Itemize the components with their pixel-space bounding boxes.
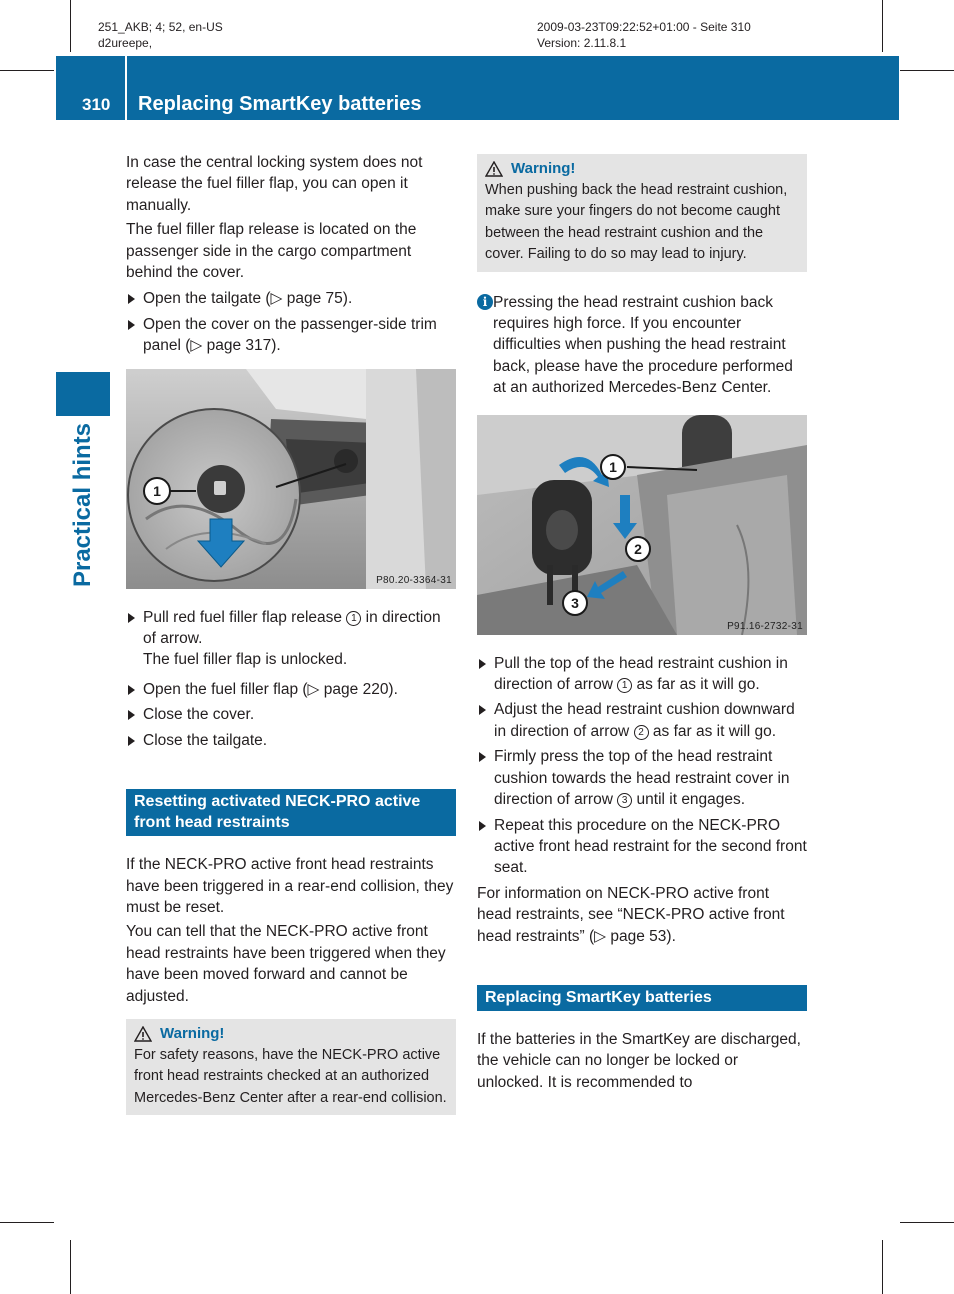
paragraph: The fuel filler flap release is located on the passenger side in the cargo compartment behind the cover.: [126, 221, 417, 282]
warning-box: [477, 154, 807, 272]
step-item: [126, 314, 456, 357]
warning-heading: [485, 158, 799, 180]
paragraph: For information on NECK-PRO active front head restraints, see “NECK-PRO active front head restraints” (▷ page 53).: [477, 884, 785, 945]
step-text: Pull red fuel filler flap release: [143, 608, 343, 626]
step-item: [126, 704, 456, 725]
step-text: Pull the top of the head restraint cushion in direction of arrow: [494, 654, 788, 694]
print-meta-right: [537, 19, 751, 51]
head-restraint-illustration: [477, 415, 807, 635]
fuel-flap-illustration: [126, 369, 456, 589]
warning-title: Warning!: [511, 160, 576, 177]
figure-callout-2: 2: [634, 540, 642, 557]
meta-line: 251_AKB; 4; 52, en-US: [98, 20, 223, 34]
step-text: Close the tailgate.: [143, 731, 268, 749]
figure-callout-3: 3: [571, 594, 579, 611]
warning-triangle-icon: [485, 161, 503, 177]
info-note: [477, 292, 807, 399]
step-result: The fuel filler flap is unlocked.: [143, 651, 348, 669]
step-item: [477, 653, 807, 696]
step-item: [477, 746, 807, 810]
step-text: Close the cover.: [143, 706, 255, 724]
figure-callout-1: 1: [153, 482, 161, 499]
side-tab-marker: [56, 372, 110, 416]
step-arrow-icon: [128, 320, 135, 330]
step-text: until it engages.: [636, 791, 746, 809]
left-column: [126, 152, 456, 1115]
step-arrow-icon: [128, 294, 135, 304]
step-arrow-icon: [479, 659, 486, 669]
warning-text: For safety reasons, have the NECK-PRO active front head restraints checked at an authorized Mercedes-Benz Center after a rear-end collision.: [134, 1046, 447, 1106]
warning-box: [126, 1019, 456, 1115]
step-arrow-icon: [128, 710, 135, 720]
step-text: as far as it will go.: [636, 676, 760, 694]
paragraph: If the batteries in the SmartKey are discharged, the vehicle can no longer be locked or unlocked. It is recommended to: [477, 1030, 801, 1091]
meta-line: 2009-03-23T09:22:52+01:00 - Seite 310: [537, 20, 751, 34]
crop-mark: [900, 70, 954, 71]
print-meta-left: [98, 19, 223, 51]
paragraph: In case the central locking system does not release the fuel filler flap, you can open it manually.: [126, 154, 423, 214]
meta-line: d2ureepe,: [98, 36, 153, 50]
step-arrow-icon: [479, 705, 486, 715]
step-text: Open the tailgate (▷ page 75).: [143, 290, 353, 308]
figure-head-restraint: [477, 415, 807, 635]
header-divider: [125, 56, 127, 120]
crop-mark: [70, 0, 71, 52]
step-arrow-icon: [128, 685, 135, 695]
figure-code: P80.20-3364-31: [376, 574, 452, 586]
step-item: [477, 699, 807, 742]
step-item: [126, 679, 456, 700]
callout-number: 3: [617, 793, 632, 808]
crop-mark: [0, 1222, 54, 1223]
figure-code: P91.16-2732-31: [727, 620, 803, 632]
crop-mark: [0, 70, 54, 71]
step-text: Repeat this procedure on the NECK-PRO active front head restraint for the second front seat.: [494, 816, 807, 877]
right-column: [477, 154, 807, 1096]
step-arrow-icon: [479, 821, 486, 831]
section-heading: Replacing SmartKey batteries: [477, 985, 807, 1011]
crop-mark: [70, 1240, 71, 1294]
step-item: [126, 288, 456, 309]
side-tab-label: [60, 420, 106, 590]
callout-number: 1: [346, 611, 361, 626]
info-text: Pressing the head restraint cushion back requires high force. If you encounter difficulties when pushing the head restraint back, please have the procedure performed at an authorized Mercedes-Benz Center.: [493, 293, 793, 397]
page-number: 310: [82, 95, 111, 114]
step-item: [477, 815, 807, 879]
warning-text: When pushing back the head restraint cushion, make sure your fingers do not become caught between the head restraint cushion and the cover. Failing to do so may lead to injury.: [485, 182, 788, 263]
section-heading: Resetting activated NECK-PRO active front head restraints: [126, 789, 456, 836]
step-item: [126, 607, 456, 650]
warning-triangle-icon: [134, 1026, 152, 1042]
step-text: in direction of arrow.: [143, 608, 441, 648]
step-text: Open the cover on the passenger-side trim panel (▷ page 317).: [143, 315, 437, 355]
crop-mark: [882, 1240, 883, 1294]
step-arrow-icon: [479, 752, 486, 762]
warning-title: Warning!: [160, 1024, 225, 1042]
figure-callout-1: 1: [609, 458, 617, 475]
step-text: Firmly press the top of the head restraint cushion towards the head restraint cover in direction of arrow: [494, 748, 790, 809]
paragraph: You can tell that the NECK-PRO active front head restraints have been triggered when they have been moved forward and cannot be adjusted.: [126, 923, 446, 1005]
crop-mark: [882, 0, 883, 52]
step-text: Adjust the head restraint cushion downward in direction of arrow: [494, 701, 795, 740]
step-text: Open the fuel filler flap (▷ page 220).: [143, 680, 398, 698]
page-title: Replacing SmartKey batteries: [138, 93, 422, 115]
step-item: [126, 730, 456, 751]
info-icon: i: [477, 294, 493, 310]
figure-fuel-flap-release: [126, 369, 456, 589]
callout-number: 2: [634, 725, 649, 740]
callout-number: 1: [617, 678, 632, 693]
step-arrow-icon: [128, 736, 135, 746]
step-arrow-icon: [128, 613, 135, 623]
step-text: as far as it will go.: [652, 722, 777, 740]
meta-line: Version: 2.11.8.1: [537, 36, 627, 50]
side-tab-text: Practical hints: [69, 422, 96, 588]
paragraph: If the NECK-PRO active front head restraints have been triggered in a rear-end collision, they must be reset.: [126, 856, 454, 916]
warning-heading: [134, 1023, 448, 1045]
crop-mark: [900, 1222, 954, 1223]
